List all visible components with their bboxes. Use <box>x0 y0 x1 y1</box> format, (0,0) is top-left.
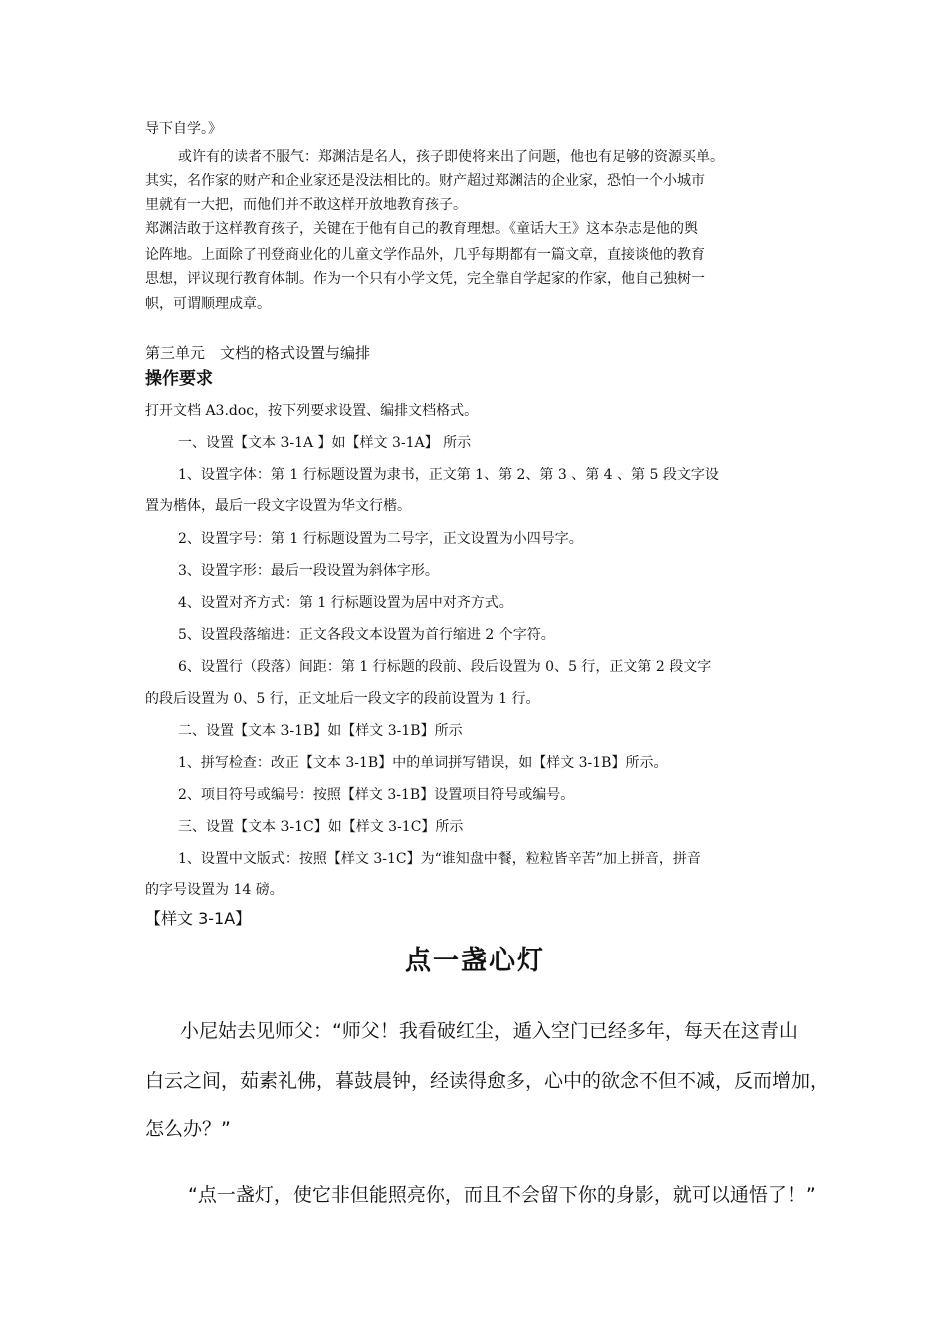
intro-line: 其实，名作家的财产和企业家还是没法相比的。财产超过郑渊洁的企业家，恐怕一个小城市 <box>145 173 705 189</box>
requirement-line: 一、设置【文本 3-1A 】如【样文 3-1A】 所示 <box>178 435 472 451</box>
intro-line: 里就有一大把，而他们并不敢这样开放地教育孩子。 <box>145 197 467 213</box>
sample-paragraph-line: “点一盏灯，使它非但能照亮你，而且不会留下你的身影，就可以通悟了！” <box>188 1184 816 1206</box>
requirement-line: 1、设置中文版式：按照【样文 3-1C】为“谁知盘中餐，粒粒皆辛苦”加上拼音，拼音 <box>178 851 701 867</box>
requirement-line: 5、设置段落缩进：正文各段文本设置为首行缩进 2 个字符。 <box>178 627 555 643</box>
sample-title: 点一盏心灯 <box>404 946 545 976</box>
sample-paragraph-line: 白云之间，茹素礼佛，暮鼓晨钟，经读得愈多，心中的欲念不但不减，反而增加， <box>145 1070 830 1092</box>
requirement-line: 的字号设置为 14 磅。 <box>145 882 284 898</box>
requirement-line: 二、设置【文本 3-1B】如【样文 3-1B】所示 <box>178 723 463 739</box>
intro-line: 帜，可谓顺理成章。 <box>145 296 271 312</box>
requirement-line: 2、设置字号：第 1 行标题设置为二号字，正文设置为小四号字。 <box>178 531 583 547</box>
requirement-line: 4、设置对齐方式：第 1 行标题设置为居中对齐方式。 <box>178 595 513 611</box>
intro-line: 或许有的读者不服气：郑渊洁是名人，孩子即使将来出了问题，他也有足够的资源买单。 <box>178 149 724 165</box>
sample-paragraph-line: 小尼姑去见师父：“师父！我看破红尘，遁入空门已经多年，每天在这青山 <box>180 1020 798 1042</box>
requirement-line: 6、设置行（段落）间距：第 1 行标题的段前、段后设置为 0、5 行，正文第 2 段文字 <box>178 659 712 675</box>
requirement-line: 2、项目符号或编号：按照【样文 3-1B】设置项目符号或编号。 <box>178 787 575 803</box>
requirement-line: 三、设置【文本 3-1C】如【样文 3-1C】所示 <box>178 819 464 835</box>
sample-label: 【样文 3-1A】 <box>145 909 252 928</box>
requirement-line: 的段后设置为 0、5 行，正文址后一段文字的段前设置为 1 行。 <box>145 691 540 707</box>
sample-paragraph-line: 怎么办？” <box>145 1118 231 1140</box>
intro-line: 思想，评议现行教育体制。作为一个只有小学文凭，完全靠自学起家的作家，他自己独树一 <box>145 271 705 287</box>
requirement-line: 打开文档 A3.doc，按下列要求设置、编排文档格式。 <box>145 403 479 419</box>
intro-line: 论阵地。上面除了刊登商业化的儿童文学作品外，几乎每期都有一篇文章，直接谈他的教育 <box>145 247 705 263</box>
requirement-line: 置为楷体，最后一段文字设置为华文行楷。 <box>145 498 411 514</box>
requirement-line: 1、拼写检查：改正【文本 3-1B】中的单词拼写错误，如【样文 3-1B】所示。 <box>178 755 668 771</box>
operation-heading: 操作要求 <box>145 369 213 389</box>
requirement-line: 3、设置字形：最后一段设置为斜体字形。 <box>178 563 439 579</box>
intro-line: 郑渊洁敢于这样教育孩子，关键在于他有自己的教育理想。《童话大王》这本杂志是他的舆 <box>145 221 698 237</box>
intro-line: 导下自学。》 <box>145 121 222 137</box>
unit-title: 第三单元 文档的格式设置与编排 <box>145 344 371 362</box>
requirement-line: 1、设置字体：第 1 行标题设置为隶书，正文第 1、第 2、第 3 、第 4 、第 5 段文字设 <box>178 467 719 483</box>
